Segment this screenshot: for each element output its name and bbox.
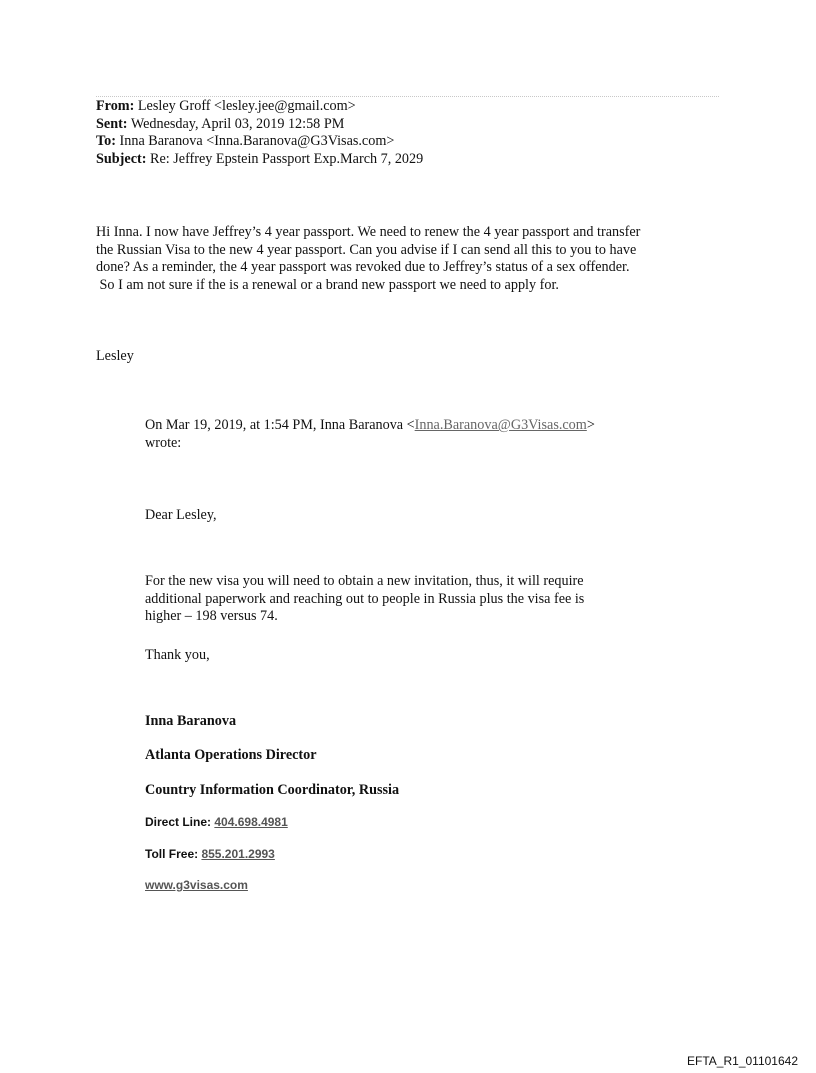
direct-line-label: Direct Line:: [145, 815, 215, 829]
body-line: the Russian Visa to the new 4 year passport. Can you advise if I can send all this to you to have: [96, 241, 637, 258]
quoted-attribution: [145, 417, 705, 452]
body-line: Hi Inna. I now have Jeffrey’s 4 year passport. We need to renew the 4 year passport and transfer: [96, 224, 641, 240]
attribution-suffix: >: [586, 417, 595, 433]
attribution-wrote: wrote:: [145, 434, 182, 451]
quoted-line: higher – 198 versus 74.: [145, 608, 278, 624]
from-row: [96, 98, 423, 116]
quoted-line: additional paperwork and reaching out to people in Russia plus the visa fee is: [145, 590, 585, 607]
toll-free-label: Toll Free:: [145, 847, 202, 861]
sent-value: Wednesday, April 03, 2019 12:58 PM: [130, 115, 345, 132]
to-row: [96, 133, 423, 151]
document-id: EFTA_R1_01101642: [687, 1054, 798, 1068]
to-label: To:: [96, 133, 116, 149]
attribution-prefix: On Mar 19, 2019, at 1:54 PM, Inna Baranova <: [145, 417, 415, 433]
sender-signature: Lesley: [96, 348, 134, 364]
toll-free-link[interactable]: 855.201.2993: [201, 847, 275, 861]
message-body: [96, 224, 726, 294]
from-label: From:: [96, 98, 135, 114]
sent-row: [96, 116, 423, 134]
sent-label: Sent:: [96, 115, 128, 132]
direct-line-row: [145, 815, 288, 829]
subject-row: [96, 151, 423, 169]
attribution-line: [145, 417, 705, 435]
to-value: Inna Baranova <Inna.Baranova@G3Visas.com>: [119, 133, 395, 149]
website-row: [145, 878, 248, 892]
direct-line-link[interactable]: 404.698.4981: [214, 815, 288, 829]
signature-coordinator: Country Information Coordinator, Russia: [145, 782, 400, 798]
quoted-line: For the new visa you will need to obtain a new invitation, thus, it will require: [145, 573, 584, 589]
subject-label: Subject:: [96, 150, 147, 167]
toll-free-row: [145, 847, 275, 861]
quoted-thanks: Thank you,: [145, 647, 210, 663]
body-line: So I am not sure if the is a renewal or a brand new passport we need to apply for.: [96, 276, 559, 293]
from-value: Lesley Groff <lesley.jee@gmail.com>: [137, 98, 356, 114]
quoted-greeting: Dear Lesley,: [145, 507, 217, 523]
body-line: done? As a reminder, the 4 year passport was revoked due to Jeffrey’s status of a sex offender.: [96, 259, 630, 275]
website-link[interactable]: www.g3visas.com: [145, 878, 248, 892]
subject-value: Re: Jeffrey Epstein Passport Exp.March 7, 2029: [150, 150, 424, 167]
signature-name: Inna Baranova: [145, 713, 237, 729]
header-separator: [96, 96, 719, 97]
attribution-email-link[interactable]: Inna.Baranova@G3Visas.com: [414, 417, 587, 433]
signature-title: Atlanta Operations Director: [145, 747, 317, 763]
quoted-body: [145, 573, 705, 626]
email-header: [96, 98, 423, 168]
